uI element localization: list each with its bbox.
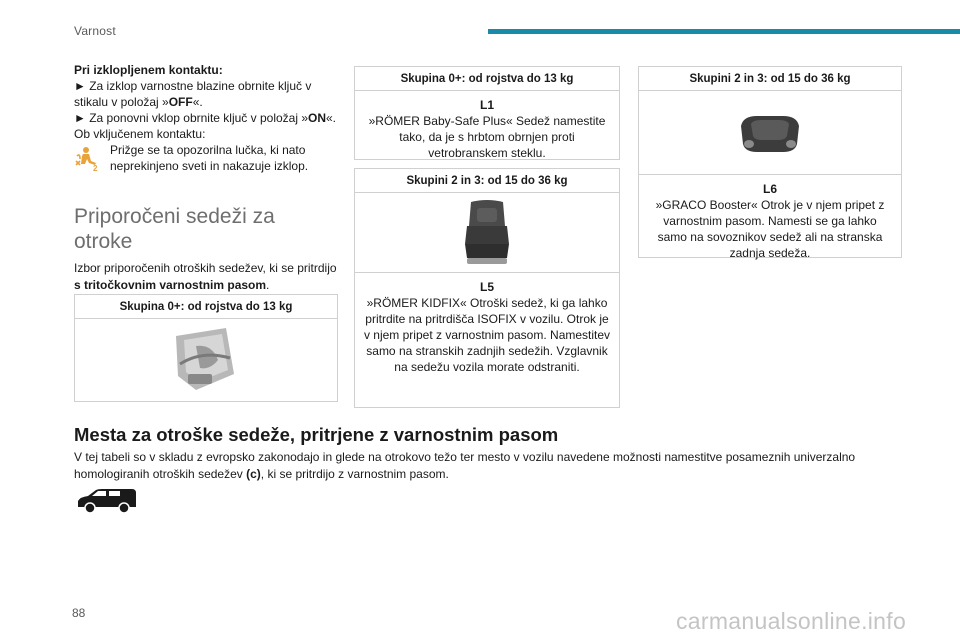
watermark: carmanualsonline.info (676, 608, 907, 634)
header-accent-bar (488, 29, 960, 34)
van-icon (76, 487, 138, 515)
warning-text: Prižge se ta opozorilna lučka, ki nato neprekinjeno sveti in nakazuje izklop. (110, 143, 309, 173)
airbag-off-warning-icon (74, 144, 102, 172)
recommended-seats-heading: Priporočeni sedeži za otroke (74, 205, 275, 253)
seat-code: L6 (762, 182, 777, 196)
belt-section-heading: Mesta za otroške sedeže, pritrjene z varnostnim pasom (74, 424, 559, 445)
step-on: ► Za ponovni vklop obrnite ključ v položaj »ON«. (74, 111, 337, 125)
svg-text:2: 2 (93, 164, 98, 172)
infant-seat-image-frame (75, 319, 337, 399)
step-off: ► Za izklop varnostne blazine obrnite ključ v stikalu v položaj »OFF«. (74, 79, 312, 109)
seat-card-group23-l6 (638, 66, 902, 258)
warning-row (74, 142, 338, 174)
seat-card-body (355, 91, 619, 167)
seat-card-header: Skupina 0+: od rojstva do 13 kg (75, 295, 337, 319)
seat-description: »RÖMER Baby-Safe Plus« Sedež namestite tako, da je s hrbtom obrnjen proti vetrobranskem steklu. (368, 114, 606, 160)
seat-description: »RÖMER KIDFIX« Otroški sedež, ki ga lahko pritrdite na pritrdišča ISOFIX v vozilu. Otrok je v njem pripet z varnostnim pasom. Namestitev samo na stranskih zadnjih sedežih. Vzglavnik na sedežu vozila morate odstraniti. (363, 296, 611, 374)
seat-card-header: Skupini 2 in 3: od 15 do 36 kg (355, 169, 619, 193)
infant-car-seat-image (166, 324, 246, 394)
romer-kidfix-seat-image (461, 198, 513, 268)
seat-card-group23-l5 (354, 168, 620, 408)
seat-card-group0-l1 (354, 66, 620, 160)
seat-card-body (639, 175, 901, 267)
seat-card-header: Skupina 0+: od rojstva do 13 kg (355, 67, 619, 91)
seat-code: L5 (479, 280, 494, 294)
graco-image-frame (639, 91, 901, 175)
seat-card-header: Skupini 2 in 3: od 15 do 36 kg (639, 67, 901, 91)
on-contact-label: Ob vključenem kontaktu: (74, 127, 206, 141)
seat-card-group0-image (74, 294, 338, 402)
kidfix-image-frame (355, 193, 619, 273)
seat-description: »GRACO Booster« Otrok je v njem pripet z varnostnim pasom. Namesti se ga lahko samo na sovoznikov sedež ali na stranska zadnja sedeža. (655, 198, 885, 260)
recommended-intro: Izbor priporočenih otroških sedežev, ki se pritrdijo s tritočkovnim varnostnim pasom. (74, 261, 337, 292)
graco-booster-image (735, 108, 805, 158)
section-label: Varnost (74, 24, 116, 38)
page-number: 88 (72, 606, 86, 620)
seat-card-body (355, 273, 619, 381)
seat-code: L1 (479, 98, 494, 112)
contact-title: Pri izklopljenem kontaktu: (74, 63, 223, 77)
contact-instructions (74, 62, 338, 174)
belt-section-paragraph: V tej tabeli so v skladu z evropsko zakonodajo in glede na otrokovo težo ter mesto v vozilu navedene možnosti namestitve posameznih univerzalno homologiranih otroških sedežev (c), ki se pritrdijo z varnostnim pasom. (74, 450, 856, 481)
